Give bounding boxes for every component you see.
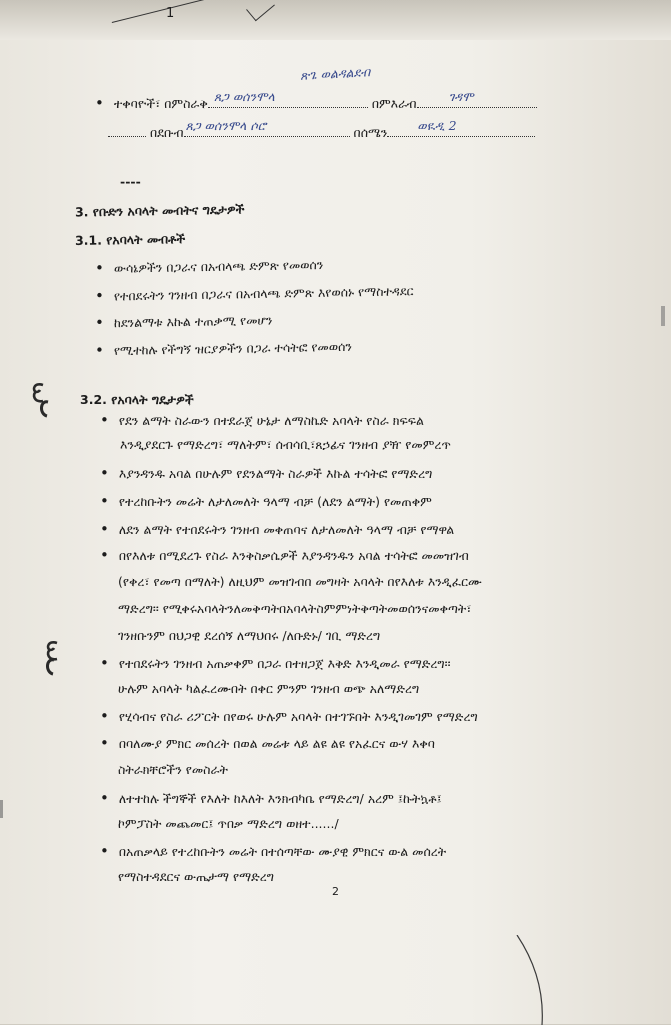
top-page-number: 1 — [166, 6, 175, 21]
bullet-icon: • — [100, 411, 109, 429]
handwritten-name-top: ጽጌ ወልዳልደብ — [299, 64, 371, 83]
list-item-continuation: (የቀረ፣ የመጣ በማለት) ለዚህም መዝገብበ መግዛት አባላት በየእለቱ እንዲፈርሙ — [118, 574, 482, 589]
list-item-continuation: ገንዘቡንም በህጋዊ ደረሰኝ ለማህበሩ /ለቡድኑ/ ገቢ ማድረግ — [118, 628, 381, 643]
list-item-continuation: ማድረግ፡፡ የሚቀሩአባላትንለመቅጣትበአባላትስምምነትቅጣትመወሰንናመቀጣት፣ — [118, 601, 472, 616]
binder-hole-icon — [42, 656, 58, 678]
list-item-continuation: ስትራክቸሮችን የመስራት — [118, 762, 228, 777]
bullet-icon: • — [95, 94, 104, 112]
bullet-icon: • — [94, 313, 105, 332]
list-item-continuation: እንዲያደርጉ የማድረግ፣ ማለትም፣ ሰብሳቢ፣ጸኃፊና ገንዘብ ያዥ የመምረጥ — [120, 437, 451, 452]
scan-edge-mark — [0, 800, 3, 818]
section-3-1-title: 3.1. የአባላት መብቶች — [74, 231, 186, 248]
list-item-continuation: ሁሉም አባላት ካልፈረሙበት በቀር ምንም ገንዘብ ወጭ አለማድረግ — [118, 681, 420, 696]
list-item: • የሚተከሉ የችግኝ ዝርያዎችን በጋራ ተሳትፎ የመወሰን — [94, 338, 353, 360]
binder-hole-icon — [36, 398, 52, 420]
handwritten-east: ጸጋ ወሰንሞላ — [213, 89, 275, 104]
boundary-line-2 — [108, 118, 535, 141]
bullet-icon: • — [100, 842, 109, 860]
bullet-icon: • — [94, 341, 105, 360]
handwritten-north: ወዪዲ 2 — [417, 118, 457, 133]
dash-line: ---- — [120, 174, 141, 189]
list-item: • ለተተከሉ ችግኞች የእለት ከእለት እንክብካቤ የማድረግ/ አረም ፤ኩትኳቶ፤ — [100, 789, 442, 807]
section-3-title: 3. የቡድን አባላት መብትና ግዴታዎች — [74, 201, 245, 220]
bottom-page-number: 2 — [332, 885, 339, 898]
list-item-continuation: ኮምፓስት መጨመር፤ ጥበቃ ማድረግ ወዘተ....../ — [118, 816, 339, 831]
list-item: • የሂሳብና የስራ ሪፖርት በየወሩ ሁሉም አባላት በተገኙበት እንዲገመገም የማድረግ — [100, 707, 478, 725]
fill-line-west — [417, 89, 537, 108]
list-item: • የተረከቡትን መሬት ለታለመለት ዓላማ ብቻ (ለደን ልማት) የመጠቀም — [100, 492, 432, 510]
bullet-icon: • — [100, 520, 109, 538]
scan-shadow-top — [0, 0, 671, 40]
boundary-line-1 — [95, 89, 537, 112]
bullet-icon: • — [100, 654, 109, 672]
list-item: • ለደን ልማት የተበደሩትን ገንዘብ መቀጠባና ለታለመለት ዓላማ ብቻ የማዋል — [100, 520, 455, 538]
handwritten-south: ጸጋ ወሰንሞላ ሶሮ — [185, 118, 267, 133]
label-south: በደቡብ — [149, 125, 184, 140]
bullet-icon: • — [100, 789, 109, 807]
bullet-icon: • — [94, 258, 105, 277]
fill-line-north — [387, 118, 535, 137]
list-item: • በባለሙያ ምክር መሰረት በወል መሬቱ ላይ ልዩ ልዩ የአፈርና ውሃ እቀባ — [100, 734, 435, 752]
scan-edge-mark — [661, 306, 665, 326]
list-item: • ከደንልማቱ እኩል ተጠቃሚ የመሆን — [94, 312, 273, 332]
bullet-icon: • — [100, 707, 109, 725]
bullet-icon: • — [94, 286, 105, 305]
bullet-icon: • — [100, 492, 109, 510]
fill-line-lead — [108, 124, 146, 137]
label-north: በሰሜን — [353, 125, 388, 140]
list-item: • የተበደሩትን ገንዘብ አጠቃቀም በጋራ በተዘጋጀ እቅድ እንዲመራ የማድረግ፡፡ — [100, 654, 451, 672]
label-west: በምእራብ — [371, 96, 417, 111]
list-item: • በየእለቱ በሚደረጉ የስራ እንቅስቃሴዎች እያንዳንዱን አባል ተሳትፎ መመዝገብ — [100, 546, 469, 564]
handwritten-west: ገዳሞ — [448, 89, 474, 104]
list-item: • እያንዳንዱ አባል በሁሉም የደንልማት ስራዎች እኩል ተሳትፎ የማድረግ — [100, 464, 433, 482]
bullet-icon: • — [100, 734, 109, 752]
list-item: • ውሳኔዎችን በጋራና በአብላጫ ድምጽ የመወሰን — [94, 257, 324, 277]
label-east: ተቀባዮች፣ በምስራቅ — [113, 96, 208, 111]
bullet-icon: • — [100, 546, 109, 564]
list-item: • በአጠቃላይ የተረከቡትን መሬት በተሰጣቸው ሙያዊ ምክርና ውል መሰረት — [100, 842, 447, 860]
list-item: • የደን ልማት ስራውን በተደራጀ ሁኔታ ለማስኬድ አባላት የስራ ክፍፍል — [100, 411, 424, 429]
section-3-2-title: 3.2. የአባላት ግዴታዎች — [80, 392, 194, 407]
list-item: • የተበደሩትን ገንዘብ በጋራና በአብላጫ ድምጽ እየወሰኑ የማስተዳደር — [94, 283, 414, 305]
list-item-continuation: የማስተዳደርና ውጤታማ የማድረግ — [118, 869, 274, 884]
bullet-icon: • — [100, 464, 109, 482]
fill-line-south — [184, 118, 350, 137]
fill-line-east — [208, 89, 368, 108]
paper-edge-curve — [512, 935, 552, 1025]
